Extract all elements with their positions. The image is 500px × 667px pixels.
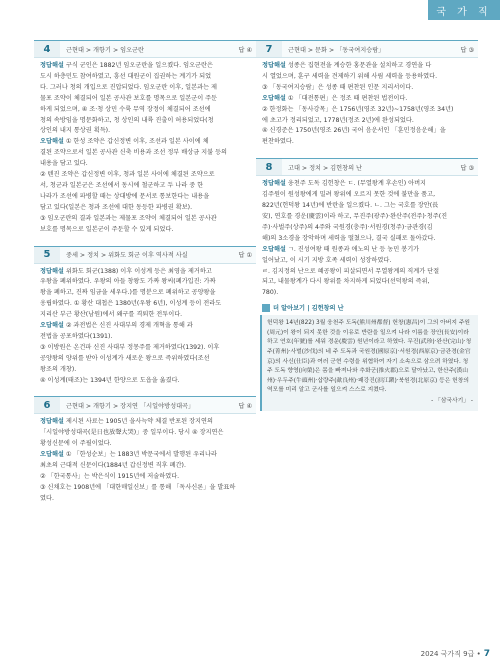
explanation-line [262,234,474,245]
explanation-text: 였다. [40,494,54,502]
explanation-line [40,148,252,159]
explanation-line [262,137,474,148]
explanation-text: 성종은 집현전을 계승한 홍문관을 설치하고 경연을 다 [285,62,432,69]
explanation-tag: 오답해설 [262,94,286,102]
tip-body: 헌덕왕 14년(822) 3월 웅천주 도독(熊川州都督) 헌창(憲昌)이 그의 아버지 주원(周元)이 왕이 되지 못한 것을 이유로 반란을 일으켜 나라 이름을 장안(長安)이라 하고 연호(年號)를 세워 경운(慶雲) 원년이라고 하였다. 무진(武珍)·완산(完山)·청주(菁州)·사벌(沙伐)의 네 주 도독과 국원경(國原京)·서원경(西原京)·금관경(金官京)의 사신(仕臣)과 여러 군현 수령을 위협하여 자기 소속으로 삼으려 하였다. 청주 도독 향영(向榮)은 몸을 빠져나와 추화군(推火郡)으로 달아났고, 한산주(漢山州)·우두주(牛頭州)·삽량주(歃良州)·패강진(浿江鎭)·북원경(北原京) 등은 헌창의 역모를 미리 알고 군사를 일으켜 스스로 지켰다. [267,320,472,394]
explanation-line [40,126,252,137]
explanation-line [40,417,252,428]
explanation-line [40,354,252,365]
explanation-text: 780). [262,289,279,297]
question-block [256,158,478,410]
question-answer: 답 ③ [460,46,474,54]
explanation-line [262,201,474,212]
explanation-line [262,256,474,267]
explanation-line [262,277,474,288]
explanation-text: 왕을 폐하고, 진짜 임금을 세우다.)를 명분으로 폐위하고 공양왕을 [40,289,216,297]
explanation-line [262,288,474,299]
explanation-text: 822년(헌덕왕 14년)에 반란을 일으켰다. ㄴ. 그는 국호를 장안(長 [262,202,439,210]
explanation-text: 주)·사벌주(상주)의 4주와 국원경(충주)·서원경(청주)·금관경(김 [262,223,433,231]
explanation-line [40,192,252,203]
explanation-line [40,494,252,505]
explanation-line [40,472,252,483]
explanation-tag: 정답해설 [40,418,64,426]
explanation-line [40,332,252,343]
explanation-text: ③ 이방원은 온건파 신진 사대부 정몽주를 제거하였다(1392). 이후 [40,343,220,351]
footer-text: 2024 국가직 9급 • [420,650,481,658]
explanation-text: ① 한성 조약은 갑신정변 이후, 조선과 일본 사이에 체 [63,138,209,146]
explanation-text: 공양왕의 양위를 받아 이성계가 새로운 왕으로 즉위하였다(조선 [40,354,210,362]
question-number: 6 [34,397,60,413]
explanation-line [40,321,252,332]
explanation-text: 내용을 담고 있다. [40,160,88,168]
explanation-line [40,159,252,170]
question-header [34,396,256,414]
left-column [34,40,256,505]
explanation-tag: 오답해설 [40,138,64,146]
explanation-text: 담고 있다(일본은 청과 조선에 대한 동등한 파병권 확보). [40,203,193,211]
explanation-text: 서, 청군과 일본군은 조선에서 동시에 철군하고 두 나라 중 한 [40,181,204,189]
question-answer: 답 ① [238,252,252,259]
explanation-text: 나라가 조선에 파병할 때는 상대방에 문서로 통보한다는 내용을 [40,192,210,200]
question-block [34,396,256,504]
question-block [34,246,256,387]
question-category: 근현대 > 문화 > 「동국여지승람」 [288,46,385,54]
explanation-line [262,190,474,201]
question-category: 근현대 > 개항기 > 장지연 「시일야방성대곡」 [66,402,195,410]
explanation-line [40,439,252,450]
explanation-line [40,83,252,94]
question-block [34,40,256,236]
question-number: 5 [34,247,60,263]
explanation-line [262,267,474,278]
explanation-tag: 오답해설 [262,245,286,253]
right-column [256,40,478,411]
explanation-line [40,181,252,192]
explanation-line [40,214,252,225]
question-explanation [256,58,478,148]
explanation-text: 「시일야방성대곡(是日也放聲大哭)」중 일부이다. 당시 ④ 장지연은 [40,429,224,437]
question-answer: 답 ④ [238,402,252,410]
explanation-line [40,105,252,116]
tip-marker-icon [262,304,270,312]
explanation-line [262,116,474,127]
explanation-text: 해)의 3소경을 장악하며 세력을 떨쳤으나, 결국 실패로 돌아갔다. [262,234,436,242]
explanation-text: ④ 신경준은 1750년(영조 26년) 국어 음운서인 「훈민정음운해」을 [262,127,446,135]
question-header [256,158,478,176]
explanation-text: 위화도 회군(1388) 이후 이성계 등은 최영을 제거하고 [63,267,212,275]
explanation-line [262,72,474,83]
explanation-line [40,310,252,321]
explanation-line [262,105,474,116]
explanation-text: 보호를 명목으로 일본군이 주둔할 수 있게 되었다. [40,225,174,233]
question-explanation [256,176,478,299]
explanation-text: ② 한정화는 「동사강목」은 1756년(영조 32년)~1758년(영조 34년) [262,105,454,113]
explanation-text: 되고, 내물왕계가 다시 왕위를 차지하게 되었다(선덕왕의 즉위, [262,278,430,286]
explanation-text: 황성신문에 이 주필이었다. [40,440,112,448]
explanation-line [262,83,474,94]
explanation-line [262,61,474,72]
explanation-tag: 정답해설 [262,62,286,69]
question-category: 중세 > 정치 > 위화도 회군 이후 역사적 사실 [66,252,188,259]
explanation-text: ㄹ. 김지정의 난으로 혜공왕이 피살되면서 무열왕계의 직계가 단절 [262,267,440,275]
explanation-text: 전법을 공포하였다(1391). [40,332,113,340]
explanation-text: 상인의 내지 통상권 획득). [40,127,111,135]
explanation-line [262,245,474,256]
explanation-text: ① 「대전통편」은 정조 때 편찬된 법전이다. [285,94,408,102]
explanation-text: ① 「한성순보」는 1883년 박문국에서 발행된 우리나라 [63,451,217,459]
explanation-text: ② 과전법은 신진 사대부의 경제 개혁을 통해 과 [63,322,193,330]
explanation-text: ③ 신채호는 1908년에 「대한매일신보」를 통해 「독사신론」을 발표하 [40,483,236,491]
explanation-text: 웅천주 도독 김헌창은 ㄷ. (무열왕계 후손인) 아버지 [285,180,427,188]
page-footer [421,649,490,659]
explanation-text: ② 텐진 조약은 갑신정변 이후, 청과 일본 사이에 체결된 조약으로 [40,171,215,179]
question-header [34,40,256,58]
explanation-line [40,365,252,376]
explanation-line [40,461,252,472]
explanation-text: 다. 그러나 청의 개입으로 진압되었다. 임오군란 이후, 일본과는 제 [40,83,218,91]
explanation-tag: 정답해설 [40,62,64,69]
question-answer: 답 ④ [238,46,252,54]
explanation-text: 옹립하였다. ① 황산 대첩은 1380년(우왕 6년), 이성계 등이 전라도 [40,300,222,308]
explanation-text: 하게 되었으며, ④ 조·청 상민 수륙 무역 장정이 체결되어 조선에 [40,105,211,113]
question-header [256,40,478,58]
explanation-text: 도시 하층민도 참여하였고, 흥선 대원군이 집권하는 계기가 되었 [40,72,212,80]
explanation-text: 왕조의 개창). [40,365,77,373]
explanation-text: 시 열었으며, 훈구 세력을 견제하기 위해 사림 세력을 등용하였다. [262,72,438,80]
explanation-line [40,343,252,354]
question-number: 4 [34,41,60,57]
explanation-line [40,450,252,461]
explanation-line [40,203,252,214]
explanation-text: 물포 조약이 체결되어 일본 공사관 보호를 명목으로 일본군이 주둔 [40,94,218,102]
explanation-line [40,225,252,236]
question-answer: 답 ③ [460,164,474,172]
explanation-text: ③ 임오군란의 결과 일본과는 제물포 조약이 체결되어 일본 공사관 [40,214,217,222]
explanation-line [40,116,252,127]
explanation-text: 김주원이 원성왕에게 밀려 왕위에 오르지 못한 것에 불만을 품고, [262,191,436,199]
explanation-text: ④ 이성계(태조)는 1394년 한양으로 도읍을 옮겼다. [40,376,180,384]
explanation-text: 청의 속방임을 명문화하고, 청 상인의 내륙 진출이 허용되었다(청 [40,116,214,124]
explanation-tag: 정답해설 [262,180,286,188]
explanation-line [40,288,252,299]
tip-header [256,303,478,312]
explanation-line [40,277,252,288]
explanation-line [262,94,474,105]
question-explanation [34,414,256,504]
explanation-line [40,170,252,181]
explanation-text: 제시된 사료는 1905년 을사늑약 체결 반포된 장지연의 [63,418,213,426]
explanation-text: 우왕을 폐위하였다. 우왕의 아들 창왕도 가짜 왕씨(폐가입진: 가짜 [40,278,216,286]
subject-tab: 국 가 직 [428,0,500,20]
explanation-text: 安), 연호를 경운(慶雲)이라 하고, 무진주(광주)·완산주(전주)·청주(진 [262,212,448,220]
explanation-text: 편찬하였다. [262,138,294,146]
question-header [34,246,256,264]
explanation-tag: 오답해설 [40,451,64,459]
question-block [256,40,478,148]
explanation-line [40,483,252,494]
explanation-line [262,179,474,190]
explanation-text: 에 초고가 정리되었고, 1778년(정조 2년)에 완성되었다. [262,116,414,124]
explanation-line [40,137,252,148]
question-explanation [34,58,256,236]
explanation-line [40,428,252,439]
explanation-text: 일어났고, 이 시기 지방 호족 세력이 성장하였다. [262,256,392,264]
explanation-line [40,299,252,310]
explanation-text: ② 「한국통사」는 박은식이 1915년에 저술하였다. [40,473,180,480]
explanation-line [40,72,252,83]
question-number: 7 [256,41,282,57]
explanation-line [262,212,474,223]
explanation-text: 구식 군인은 1882년 임오군란을 일으켰다. 임오군란은 [63,62,213,69]
explanation-line [40,267,252,278]
tip-title: 더 알아보기 | 김헌창의 난 [273,305,344,313]
explanation-line [40,94,252,105]
explanation-tag: 오답해설 [40,322,64,330]
tip-source: - 「삼국사기」 - [431,397,473,404]
question-category: 고대 > 정치 > 김헌창의 난 [288,164,362,172]
explanation-text: 최초의 근대적 신문이다(1884년 갑신정변 직후 폐간). [40,462,186,470]
question-category: 근현대 > 개항기 > 임오군란 [66,46,145,54]
explanation-line [262,223,474,234]
question-explanation [34,264,256,387]
page-number: 7 [483,649,490,659]
question-number: 8 [256,159,282,175]
explanation-tag: 정답해설 [40,267,64,275]
explanation-text: ③ 「동국여지승람」은 성종 때 편찬된 인문 지리서이다. [262,83,414,91]
explanation-text: ㄱ. 진성여왕 때 원종과 애노의 난 등 농민 봉기가 [285,245,420,253]
explanation-line [40,61,252,72]
explanation-line [40,376,252,387]
explanation-text: 결된 조약으로서 일본 공사관 신축 비용과 조선 정부 배상금 지불 등의 [40,149,228,157]
explanation-text: 지리산 부근 황산(남원)에서 왜구를 격퇴한 전투이다. [40,311,183,319]
explanation-line [262,126,474,137]
tip-box [260,315,478,410]
